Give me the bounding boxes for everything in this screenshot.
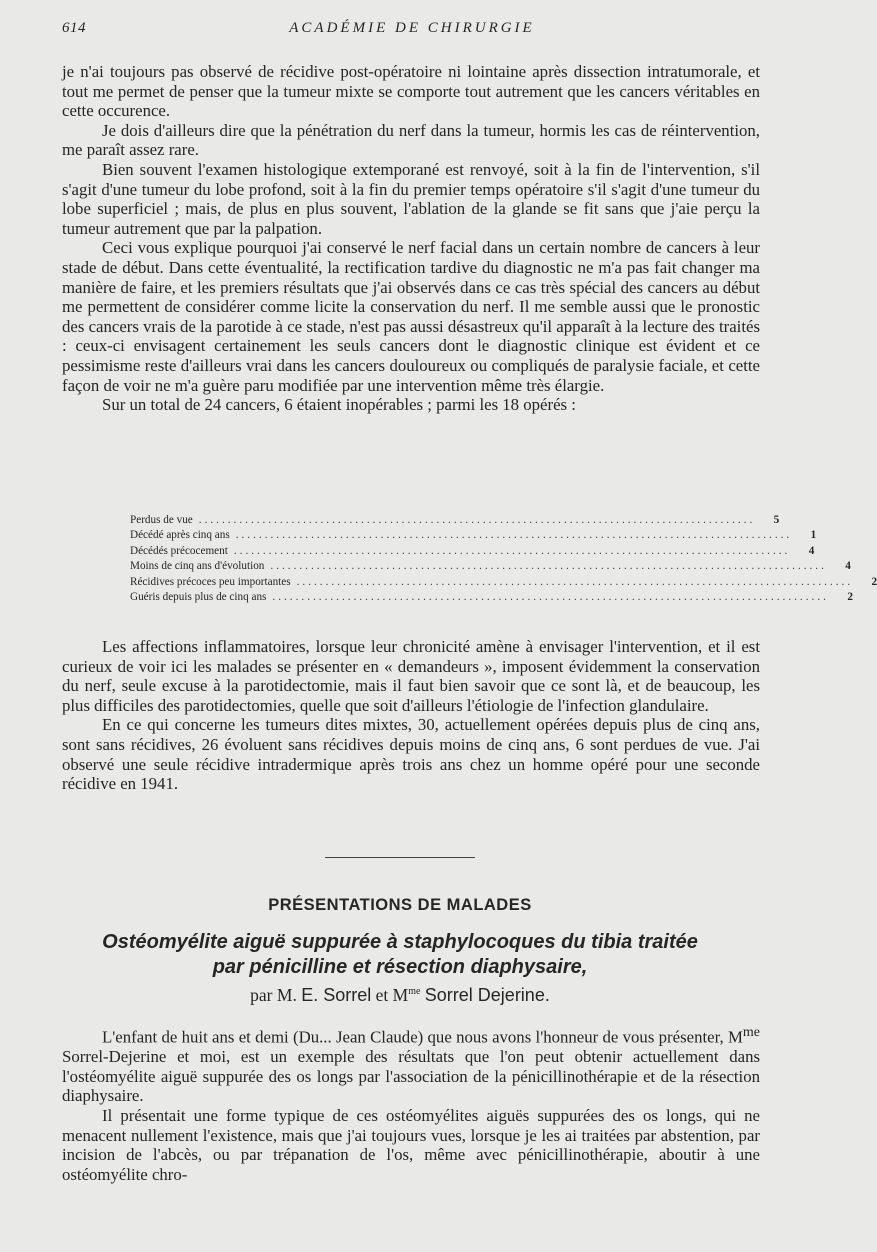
stat-row bbox=[130, 590, 853, 605]
stat-label: Décédés précocement bbox=[130, 544, 228, 557]
stat-row bbox=[130, 575, 877, 590]
paragraph: En ce qui concerne les tumeurs dites mixtes, 30, actuellement opérées depuis plus de cinq ans, sont sans récidives, 26 évoluent sans récidives depuis moins de cinq ans, 6 sont perdues de vue. J'ai observé une seule récidive intradermique après trois ans chez un homme opéré pour une seconde récidive en 1941. bbox=[62, 715, 760, 794]
journal-title: ACADÉMIE DE CHIRURGIE bbox=[289, 20, 535, 36]
author-prefix-sup: me bbox=[408, 986, 421, 998]
stat-label: Décédé après cinq ans bbox=[130, 529, 230, 542]
author-prefix: M. bbox=[276, 985, 297, 1005]
stat-label: Moins de cinq ans d'évolution bbox=[130, 560, 265, 573]
paragraph-start: L'enfant de huit ans et demi (Du... Jean Claude) que nous avons l'honneur de vous présenter, M bbox=[102, 1027, 743, 1047]
paragraph: Bien souvent l'examen histologique extemporané est renvoyé, soit à la fin de l'intervention, s'il s'agit d'une tumeur du lobe profond, soit à la fin du premier temps opératoire s'il s'agit d'une tumeur du lobe superficiel ; mais, de plus en plus souvent, l'ablation de la glande se fit sans que j'aie perçu la tumeur autrement que par la palpation. bbox=[62, 159, 760, 238]
leader-dots: ................................................................................................ bbox=[198, 514, 756, 526]
paragraph: Il présentait une forme typique de ces ostéomyélites aiguës suppurées des os longs, qui ne menacent nullement l'existence, mais que j'ai toujours vues, lorsque je les ai traitées par abstention, par incision de l'abcès, ou par trépanation de l'os, même avec pénicillinothérapie, aboutir à une ostéomyélite chro- bbox=[62, 1105, 760, 1184]
stat-label: Guéris depuis plus de cinq ans bbox=[130, 591, 267, 604]
by-word: par bbox=[250, 985, 273, 1005]
paragraph: je n'ai toujours pas observé de récidive post-opératoire ni lointaine après dissection intratumorale, et tout me permet de penser que la tumeur mixte se comporte tout autrement que les cancers véritables en cette occurence. bbox=[62, 62, 760, 121]
stat-row bbox=[130, 544, 815, 559]
leader-dots: ................................................................................................ bbox=[296, 575, 854, 588]
outcome-statistics-list bbox=[130, 513, 877, 605]
article-authors bbox=[0, 985, 800, 1006]
section-heading: PRÉSENTATIONS DE MALADES bbox=[268, 896, 532, 914]
leader-dots: ................................................................................................ bbox=[270, 560, 827, 573]
article-title: Ostéomyélite aiguë suppurée à staphylocoques du tibia traitée par pénicilline et résection diaphysaire, bbox=[102, 931, 698, 978]
stat-value: 2 bbox=[847, 591, 853, 604]
author-name: E. Sorrel bbox=[301, 985, 372, 1005]
stat-value: 5 bbox=[773, 514, 780, 526]
paragraph: Les affections inflammatoires, lorsque leur chronicité amène à envisager l'intervention, et il est curieux de voir ici les malades se présenter en « demandeurs », imposent évidemment la conservation du nerf, seule excuse à la parotidectomie, mais il faut bien savoir que ce sont là, et de beaucoup, les plus difficiles des parotidectomies, quelle que soit d'ailleurs l'étiologie de l'infection glandulaire. bbox=[62, 637, 760, 715]
paragraph: Ceci vous explique pourquoi j'ai conservé le nerf facial dans un certain nombre de cancers à leur stade de début. Dans cette éventualité, la rectification tardive du diagnostic ne m'a pas fait changer ma manière de faire, et les premiers résultats que j'ai observés dans ce cas très spécial des cancers au début me permettent de considérer comme licite la conservation du nerf. Il me semble aussi que le pronostic des cancers vrais de la parotide à ce stade, n'est pas aussi désastreux qu'il apparaît à la lecture des traités : ceux-ci envisagent certainement les seuls cancers dont le diagnostic clinique est évident et ce pessimisme reste d'ailleurs vrai dans les cancers douloureux ou compliqués de paralysie faciale, et cette façon de voir ne m'a guère paru modifiée par une intervention même très élargie. bbox=[62, 238, 760, 395]
section-divider bbox=[325, 857, 475, 858]
body-text-middle bbox=[62, 637, 760, 794]
stat-value: 1 bbox=[810, 529, 817, 542]
leader-dots: ................................................................................................ bbox=[233, 544, 791, 557]
stat-value: 4 bbox=[808, 544, 815, 557]
paragraph: Sur un total de 24 cancers, 6 étaient inopérables ; parmi les 18 opérés : bbox=[102, 395, 576, 415]
stat-label: Récidives précoces peu importantes bbox=[130, 575, 291, 588]
leader-dots: ................................................................................................ bbox=[235, 529, 793, 542]
body-text-article bbox=[62, 1023, 760, 1184]
honorific-sup: me bbox=[742, 1025, 760, 1040]
stat-label: Perdus de vue bbox=[130, 514, 193, 526]
leader-dots: ................................................................................................ bbox=[272, 591, 829, 604]
stat-value: 4 bbox=[845, 560, 851, 573]
author-name: Sorrel Dejerine. bbox=[424, 985, 550, 1005]
running-header bbox=[62, 20, 722, 42]
paragraph: Je dois d'ailleurs dire que la pénétration du nerf dans la tumeur, hormis les cas de réintervention, me paraît assez rare. bbox=[62, 120, 760, 160]
paragraph-end: Sorrel-Dejerine et moi, est un exemple des résultats que l'on peut obtenir actuellement dans l'ostéomyélite aiguë suppurée des os longs par l'association de la pénicillinothérapie et de la résection diaphysaire. bbox=[62, 1047, 760, 1106]
page-number: 614 bbox=[62, 20, 86, 36]
stat-row bbox=[130, 528, 817, 543]
stat-row bbox=[130, 513, 780, 528]
paragraph bbox=[62, 1023, 760, 1106]
stat-row bbox=[130, 559, 851, 574]
body-text-top bbox=[62, 62, 760, 415]
author-prefix: M bbox=[392, 985, 409, 1005]
and-word: et bbox=[375, 985, 389, 1005]
stat-value: 2 bbox=[871, 575, 877, 588]
